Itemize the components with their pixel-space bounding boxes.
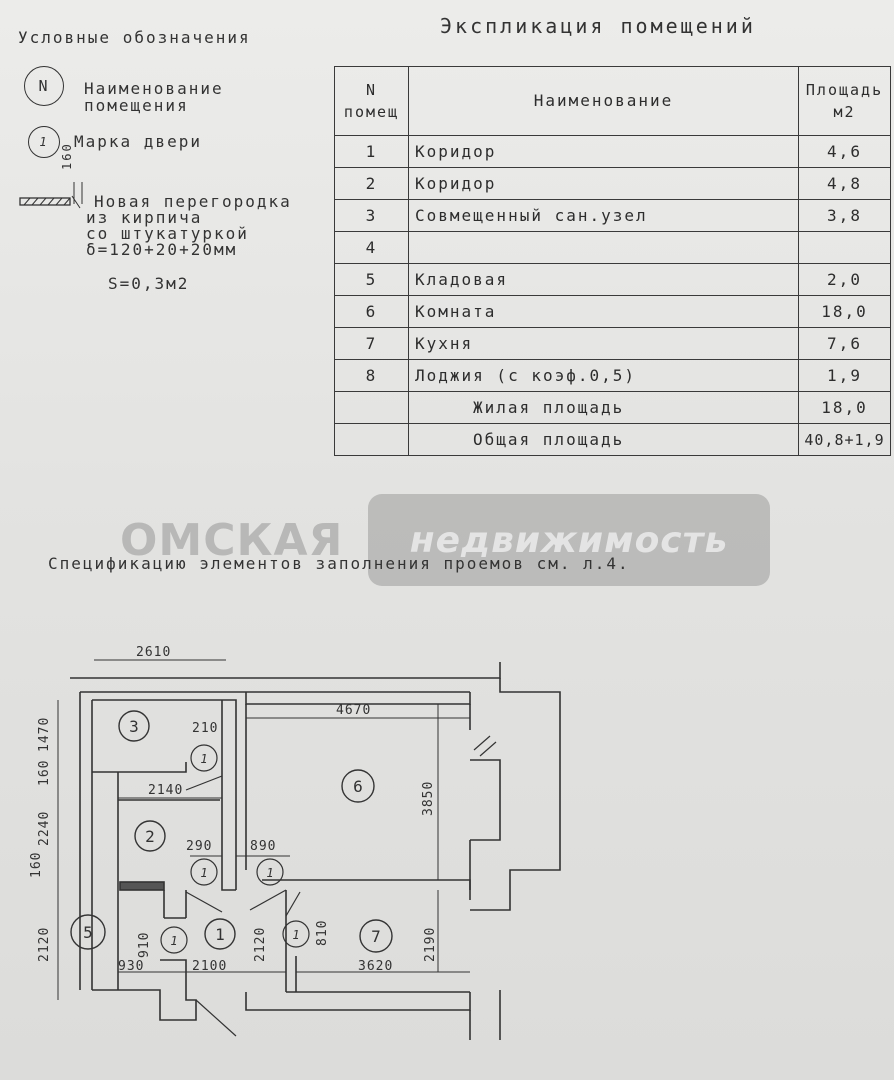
dim-label: 930 xyxy=(118,959,145,974)
room-label: 5 xyxy=(83,923,93,942)
dim-label: 4670 xyxy=(336,703,372,718)
dim-label: 3850 xyxy=(421,780,436,816)
dim-label: 210 xyxy=(192,721,219,736)
partition-line-3: со штукатуркой xyxy=(86,224,249,243)
header-area-line-1: Площадь xyxy=(805,81,884,99)
row-num: 3 xyxy=(335,200,409,232)
header-num xyxy=(335,67,409,136)
partition-area: S=0,3м2 xyxy=(108,274,190,293)
room-label: 1 xyxy=(215,925,225,944)
partition-line-2: из кирпича xyxy=(86,208,203,227)
dim-label: 160 xyxy=(37,759,52,786)
room-label: 7 xyxy=(371,927,381,946)
table-row xyxy=(335,200,891,232)
row-name: Кухня xyxy=(409,328,799,360)
dim-label: 2190 xyxy=(423,926,438,962)
row-name: Совмещенный сан.узел xyxy=(409,200,799,232)
header-num-line-1: N xyxy=(365,81,378,99)
row-num: 4 xyxy=(335,232,409,264)
dim-label: 290 xyxy=(186,839,213,854)
room-symbol-icon xyxy=(24,66,64,106)
row-name: Коридор xyxy=(409,168,799,200)
row-name xyxy=(409,232,799,264)
legend-room-name-line-1: Наименование xyxy=(84,79,224,98)
room-label: 3 xyxy=(129,717,139,736)
plan-walls xyxy=(70,662,560,1040)
door-mark-icon xyxy=(28,126,60,158)
row-num: 1 xyxy=(335,136,409,168)
row-name: Лоджия (с коэф.0,5) xyxy=(409,360,799,392)
table-row xyxy=(335,136,891,168)
row-area: 3,8 xyxy=(799,200,891,232)
row-num: 6 xyxy=(335,296,409,328)
dim-label: 2240 xyxy=(37,810,52,846)
dim-label: 2120 xyxy=(37,926,52,962)
door-label: 1 xyxy=(266,866,274,880)
living-area-value: 18,0 xyxy=(799,392,891,424)
dim-label: 890 xyxy=(250,839,277,854)
room-label: 6 xyxy=(353,777,363,796)
floor-plan xyxy=(0,600,894,1080)
legend-room-name-line-2: помещения xyxy=(84,96,189,115)
living-area-row xyxy=(335,392,891,424)
row-num: 2 xyxy=(335,168,409,200)
total-area-num xyxy=(335,424,409,456)
table-row xyxy=(335,232,891,264)
table-row xyxy=(335,328,891,360)
partition-dim: 160 xyxy=(60,142,74,170)
spec-note: Спецификацию элементов заполнения проемов см. л.4. xyxy=(48,554,630,573)
table-row xyxy=(335,296,891,328)
row-area: 2,0 xyxy=(799,264,891,296)
dim-label: 160 xyxy=(29,851,44,878)
header-area-line-2: м2 xyxy=(833,103,856,121)
legend-door-mark: Марка двери xyxy=(74,132,202,151)
row-name: Комната xyxy=(409,296,799,328)
living-area-label: Жилая площадь xyxy=(409,392,799,424)
door-label: 1 xyxy=(200,752,208,766)
explication-table xyxy=(334,66,891,456)
row-area xyxy=(799,232,891,264)
partition-symbol-icon xyxy=(16,168,96,218)
room-symbol-label: N xyxy=(38,77,50,95)
room-label: 2 xyxy=(145,827,155,846)
door-swings xyxy=(186,736,496,1036)
row-area: 7,6 xyxy=(799,328,891,360)
door-label: 1 xyxy=(292,928,300,942)
explication-title: Экспликация помещений xyxy=(440,14,756,38)
door-mark-symbol: 1 xyxy=(39,135,49,149)
dim-label: 3620 xyxy=(358,959,394,974)
room-markers xyxy=(71,711,392,952)
header-name: Наименование xyxy=(409,67,799,136)
header-num-line-2: помещ xyxy=(343,103,400,121)
row-area: 4,6 xyxy=(799,136,891,168)
legend-title: Условные обозначения xyxy=(18,28,251,47)
legend-partition xyxy=(86,194,292,258)
living-area-num xyxy=(335,392,409,424)
row-num: 5 xyxy=(335,264,409,296)
row-name: Кладовая xyxy=(409,264,799,296)
row-area: 1,9 xyxy=(799,360,891,392)
legend-room-name xyxy=(84,80,224,114)
table-row xyxy=(335,264,891,296)
row-num: 7 xyxy=(335,328,409,360)
dim-label: 1470 xyxy=(37,716,52,752)
row-area: 4,8 xyxy=(799,168,891,200)
dim-label: 2100 xyxy=(192,959,228,974)
header-area xyxy=(799,67,891,136)
dim-label: 2140 xyxy=(148,783,184,798)
table-row xyxy=(335,168,891,200)
row-num: 8 xyxy=(335,360,409,392)
door-label: 1 xyxy=(170,934,178,948)
partition-line-4: δ=120+20+20мм xyxy=(86,240,238,259)
dim-label: 810 xyxy=(315,919,330,946)
watermark-left: ОМСКАЯ xyxy=(120,514,344,566)
table-row xyxy=(335,360,891,392)
total-area-value: 40,8+1,9 xyxy=(799,424,891,456)
watermark-right: недвижимость xyxy=(409,519,729,561)
row-area: 18,0 xyxy=(799,296,891,328)
table-header-row xyxy=(335,67,891,136)
door-label: 1 xyxy=(200,866,208,880)
dim-label: 910 xyxy=(137,931,152,958)
partition-line-1: Новая перегородка xyxy=(94,192,292,211)
total-area-row xyxy=(335,424,891,456)
dim-label: 2610 xyxy=(136,645,172,660)
total-area-label: Общая площадь xyxy=(409,424,799,456)
row-name: Коридор xyxy=(409,136,799,168)
dim-label: 2120 xyxy=(253,926,268,962)
